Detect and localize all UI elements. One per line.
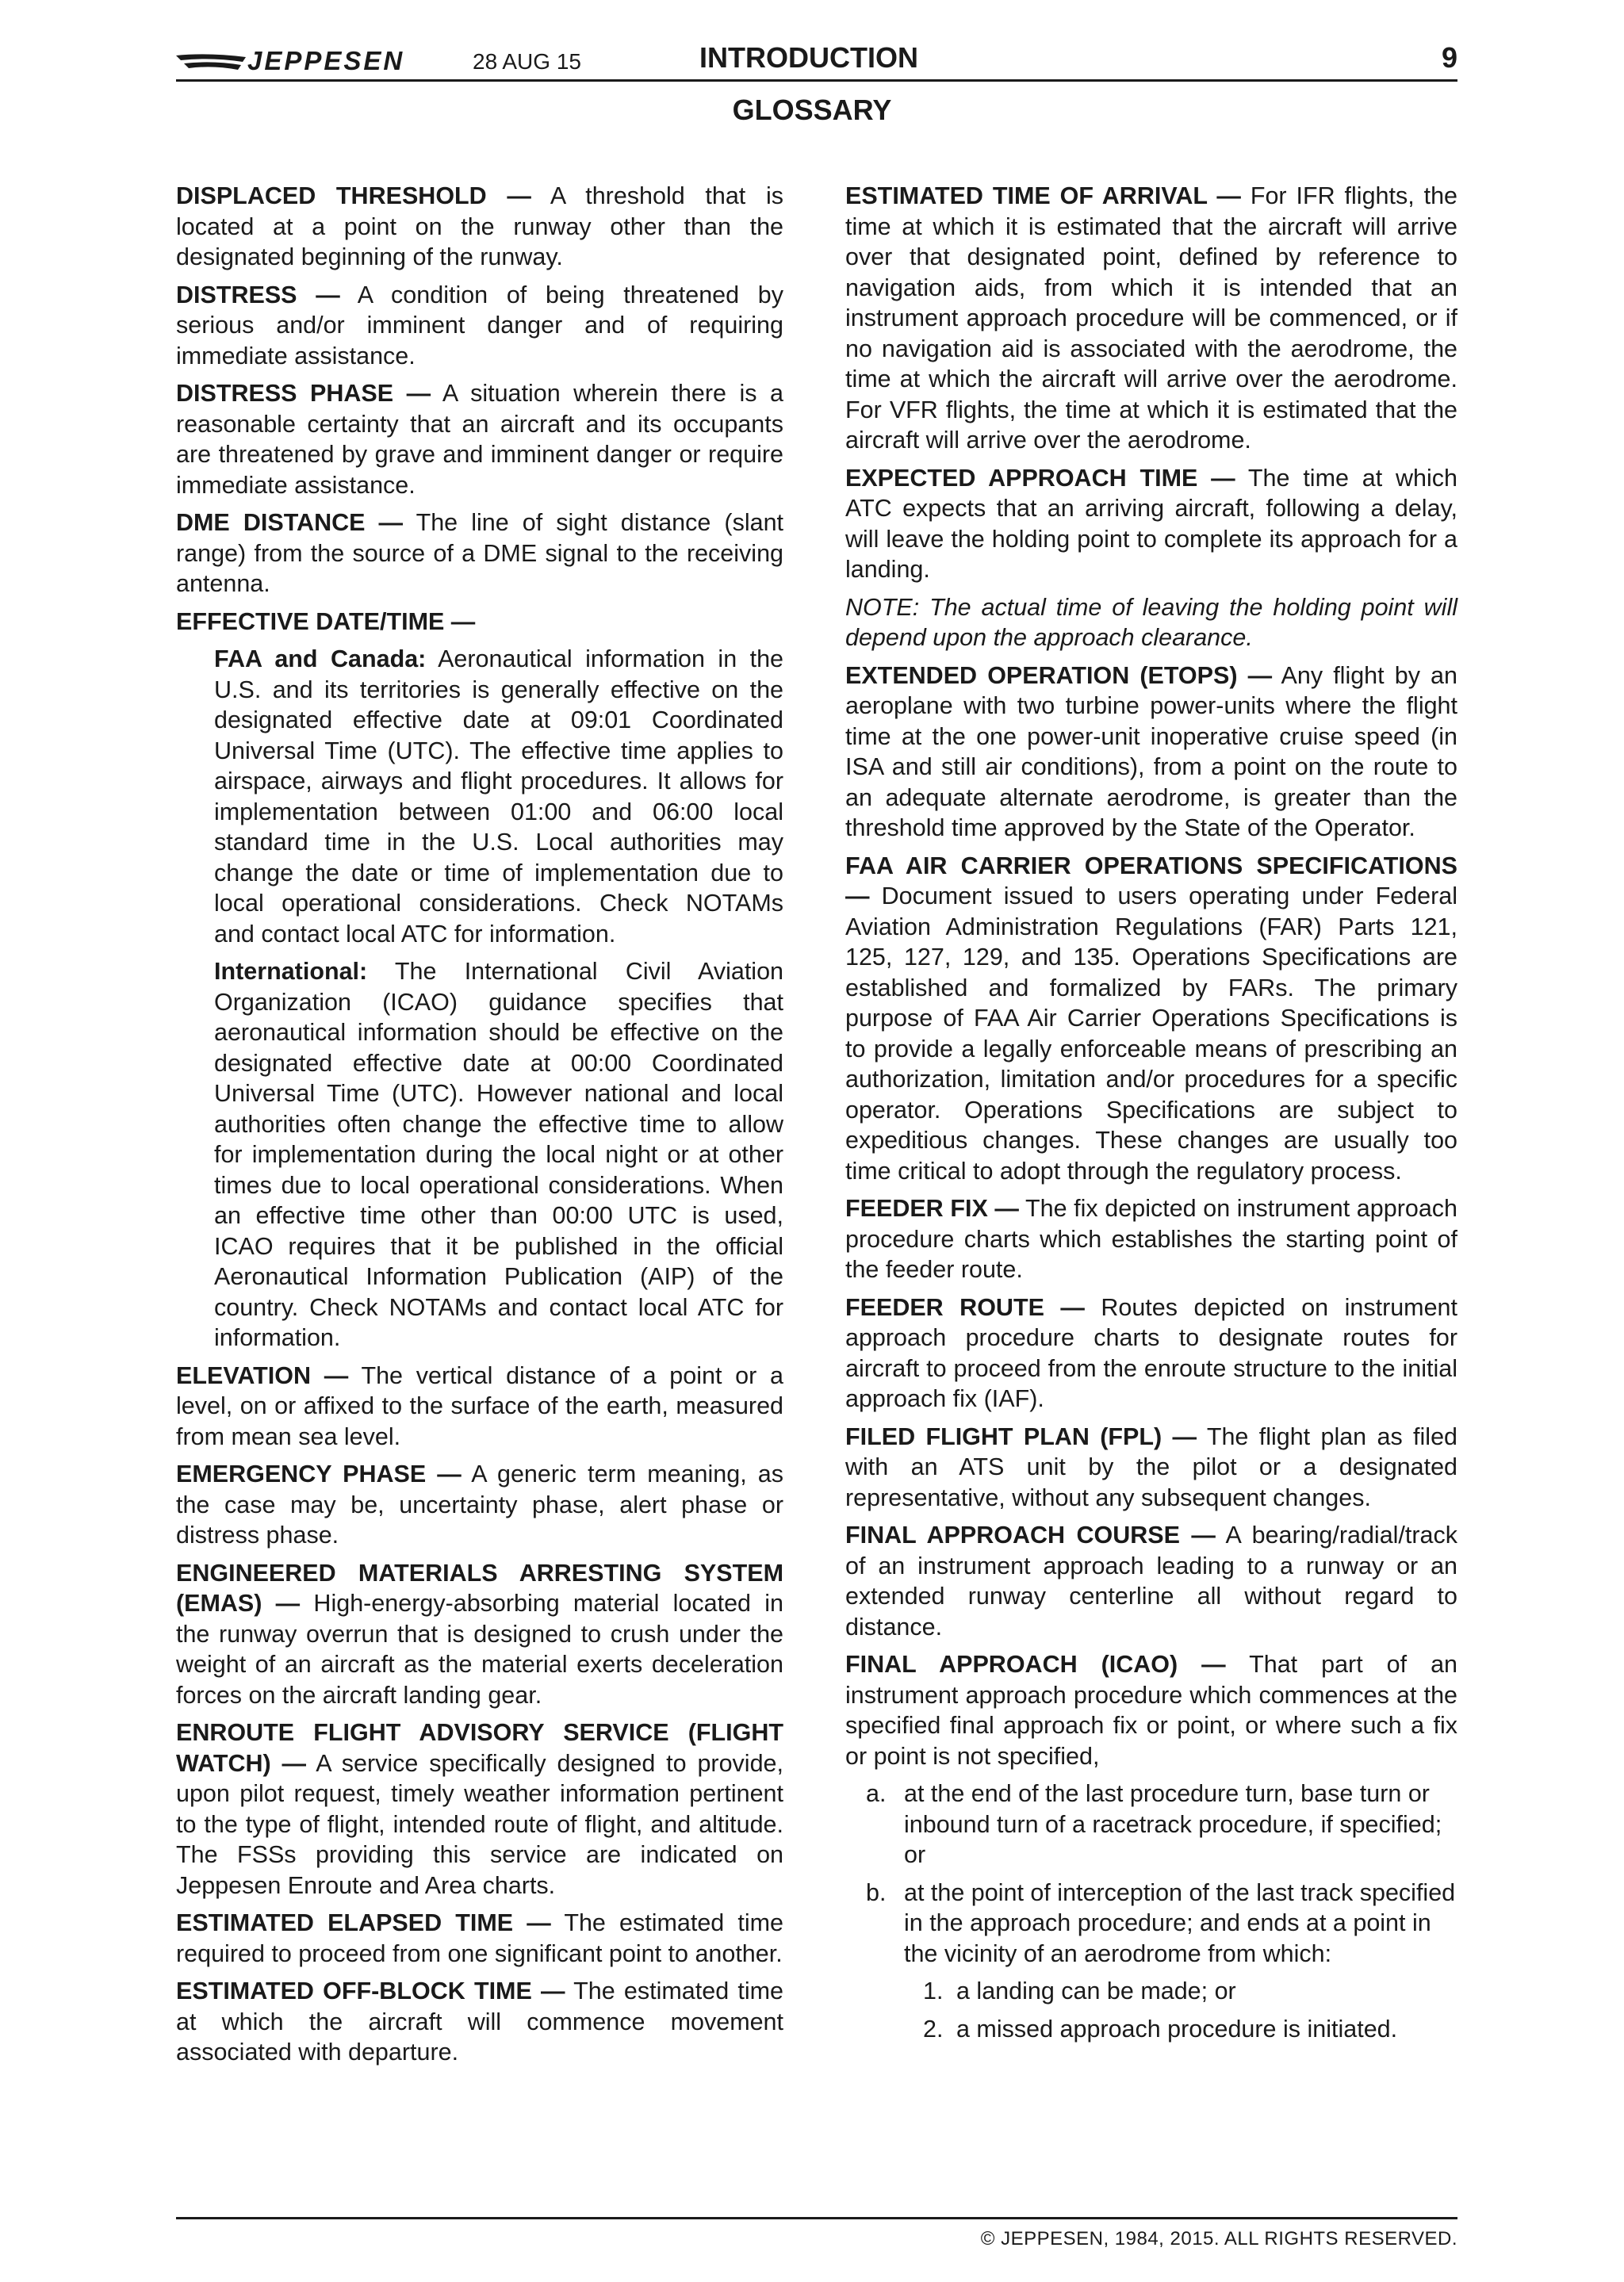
glossary-definition: A service specifically designed to provide, upon pilot request, timely weather information pertinent to the type of flight, intended route of flight, and altitude. The FSSs providing this service are indicated on Jeppesen Enroute and Area charts. [176,1749,783,1899]
header-date: 28 AUG 15 [473,49,581,74]
glossary-definition: Routes depicted on instrument approach procedure charts to designate routes for aircraft to proceed from the enroute structure to the initial approach fix (IAF). [845,1293,1457,1412]
glossary-definition: High-energy-absorbing material located in the runway overrun that is designed to crush under the weight of an aircraft as the material exerts deceleration forces on the aircraft landing gear. [176,1590,783,1709]
list-marker: 2. [923,2015,944,2043]
glossary-term: EXTENDED OPERATION (ETOPS) — [845,661,1273,689]
subentry-definition: The International Civil Aviation Organization (ICAO) guidance specifies that aeronautical information should be effective on the designated effective date at 00:00 Coordinated Universal Time (UTC). However national and local authorities often change the effective time to allow for implementation during the local night or at other times due to local operational considerations. When an effective time other than 00:00 UTC is used, ICAO requires that it be published in the official Aeronautical Information Publication (AIP) of the country. Check NOTAMs and contact local ATC for information. [214,958,783,1351]
glossary-term: FAA AIR CARRIER OPERATIONS SPECIFICATIONS — [845,852,1457,909]
glossary-definition: A bearing/radial/track of an instrument approach leading to a runway or an extended runway centerline all without regard to distance. [845,1522,1458,1641]
glossary-definition: A condition of being threatened by serious and/or imminent danger and of requiring immediate assistance. [176,281,783,369]
right-column [845,181,1457,2051]
glossary-entry [176,181,783,273]
list-marker: b. [866,1878,887,1906]
glossary-term: DISTRESS PHASE — [176,380,431,407]
list-item-text: a missed approach procedure is initiated. [956,2015,1398,2043]
glossary-term: ESTIMATED TIME OF ARRIVAL — [845,182,1241,209]
glossary-entry [845,1193,1457,1285]
footer-rule [176,2217,1457,2219]
glossary-term: EFFECTIVE DATE/TIME — [176,607,476,635]
glossary-definition: The vertical distance of a point or a level, on or affixed to the surface of the earth, measured from mean sea level. [176,1361,784,1450]
page-header [176,38,1457,81]
glossary-entry [845,1520,1457,1642]
glossary-term: DME DISTANCE — [176,509,404,536]
list-marker: 1. [923,1978,944,2004]
glossary-term: FINAL APPROACH (ICAO) — [845,1651,1226,1678]
swoosh-icon [176,52,246,73]
glossary-term: ELEVATION — [176,1361,349,1389]
glossary-term: DISTRESS — [176,281,340,308]
glossary-entry [176,507,783,599]
list-item-text: at the end of the last procedure turn, base turn or inbound turn of a racetrack procedure, if specified; or [904,1780,1442,1868]
list-item [845,1976,1457,2007]
glossary-term: ESTIMATED ELAPSED TIME — [176,1909,551,1936]
glossary-term: FEEDER FIX — [845,1195,1019,1222]
glossary-entry [845,181,1457,456]
glossary-definition: Document issued to users operating under Federal Aviation Administration Regulations (FAR) Parts 121, 125, 127, 129, and 135. Operations Specifications are established and formalized by FARs. The primary purpose of FAA Air Carrier Operations Specifications is to provide a legally enforceable means of prescribing an authorization, limitation and/or procedures for a specific operator. Operations Specifications are subject to expeditious changes. These changes are usually too time critical to adopt through the regulatory process. [845,883,1457,1185]
glossary-entry [176,1976,783,2068]
glossary-subentry [214,956,783,1354]
list-item-text: at the point of interception of the last track specified in the approach procedure; and ends at a point in the vicinity of an aerodrome from which: [904,1878,1456,1967]
glossary-definition: The time at which ATC expects that an arriving aircraft, following a delay, will leave the holding point to complete its approach for a landing. [845,464,1458,583]
glossary-entry [176,1361,783,1453]
page-number: 9 [1441,41,1457,74]
glossary-entry [845,463,1457,585]
glossary-term: FINAL APPROACH COURSE — [845,1522,1216,1549]
section-title: GLOSSARY [732,94,892,126]
glossary-definition: A generic term meaning, as the case may be, uncertainty phase, alert phase or distress phase. [176,1461,783,1549]
glossary-definition: The line of sight distance (slant range) from the source of a DME signal to the receiving antenna. [176,509,784,597]
glossary-term: ENROUTE FLIGHT ADVISORY SERVICE (FLIGHT WATCH) — [176,1719,783,1777]
glossary-entry [845,1292,1457,1415]
logo-text: JEPPESEN [247,46,405,75]
header-rule [176,79,1457,82]
glossary-entry [845,1649,1457,1771]
glossary-entry [176,1558,783,1711]
jeppesen-logo [176,46,438,78]
glossary-subentry [214,644,783,949]
list-item [845,1779,1457,1870]
glossary-term: ESTIMATED OFF-BLOCK TIME — [176,1978,565,2004]
glossary-definition: For IFR flights, the time at which it is estimated that the aircraft will arrive over that designated point, defined by reference to navigation aids, from which it is intended that an instrument approach procedure will be commenced, or if no navigation aid is associated with the aerodrome, the time at which the aircraft will arrive over the aerodrome. For VFR flights, the time at which it is estimated that the aircraft will arrive over the aerodrome. [845,182,1457,454]
glossary-definition: A situation wherein there is a reasonable certainty that an aircraft and its occupants are threatened by grave and imminent danger or require immediate assistance. [176,380,783,499]
list-item-text: a landing can be made; or [956,1978,1236,2004]
glossary-definition: The fix depicted on instrument approach procedure charts which establishes the starting point of the feeder route. [845,1195,1457,1283]
copyright-footer: © JEPPESEN, 1984, 2015. ALL RIGHTS RESERVED. [980,2228,1457,2249]
glossary-definition: A threshold that is located at a point on the runway other than the designated beginning of the runway. [176,182,783,270]
glossary-term: ENGINEERED MATERIALS ARRESTING SYSTEM (EMAS) — [176,1559,783,1617]
glossary-entry [176,1908,783,1969]
list-item [845,2014,1457,2045]
left-column [176,181,783,2075]
glossary-entry [845,1422,1457,1514]
glossary-entry [845,660,1457,844]
glossary-definition: The estimated time at which the aircraft will commence movement associated with departure. [176,1978,783,2066]
glossary-note: NOTE: The actual time of leaving the holding point will depend upon the approach clearance. [845,593,1457,651]
subentry-term: FAA and Canada: [214,645,427,672]
glossary-term: FILED FLIGHT PLAN (FPL) — [845,1422,1197,1450]
glossary-entry [845,851,1457,1187]
glossary-term: DISPLACED THRESHOLD — [176,182,531,209]
glossary-entry [176,607,783,638]
subentry-term: International: [214,958,368,985]
glossary-definition: That part of an instrument approach procedure which commences at the specified final approach fix or point, or where such a fix or point is not specified, [845,1651,1457,1770]
glossary-entry [176,1717,783,1901]
glossary-term: EXPECTED APPROACH TIME — [845,464,1235,492]
glossary-definition: The flight plan as filed with an ATS unit by the pilot or a designated representative, without any subsequent changes. [845,1422,1457,1511]
glossary-term: FEEDER ROUTE — [845,1293,1085,1321]
list-item [845,1878,1457,1970]
glossary-definition: The estimated time required to proceed from one significant point to another. [176,1909,784,1967]
glossary-entry [176,1459,783,1551]
glossary-entry [176,280,783,372]
subentry-definition: Aeronautical information in the U.S. and its territories is generally effective on the designated effective date at 09:01 Coordinated Universal Time (UTC). The effective time applies to airspace, airways and flight procedures. It allows for implementation between 01:00 and 06:00 local standard time in the U.S. Local authorities may change the date or time of implementation due to local operational considerations. Check NOTAMs and contact local ATC for information. [214,645,784,948]
glossary-entry [176,378,783,500]
list-marker: a. [866,1780,887,1807]
header-title: INTRODUCTION [699,41,918,74]
glossary-term: EMERGENCY PHASE — [176,1461,462,1488]
glossary-definition: Any flight by an aeroplane with two turbine power-units where the flight time at the one power-unit inoperative cruise speed (in ISA and still air conditions), from a point on the route to an adequate alternate aerodrome, is greater than the threshold time approved by the State of the Operator. [845,661,1457,841]
